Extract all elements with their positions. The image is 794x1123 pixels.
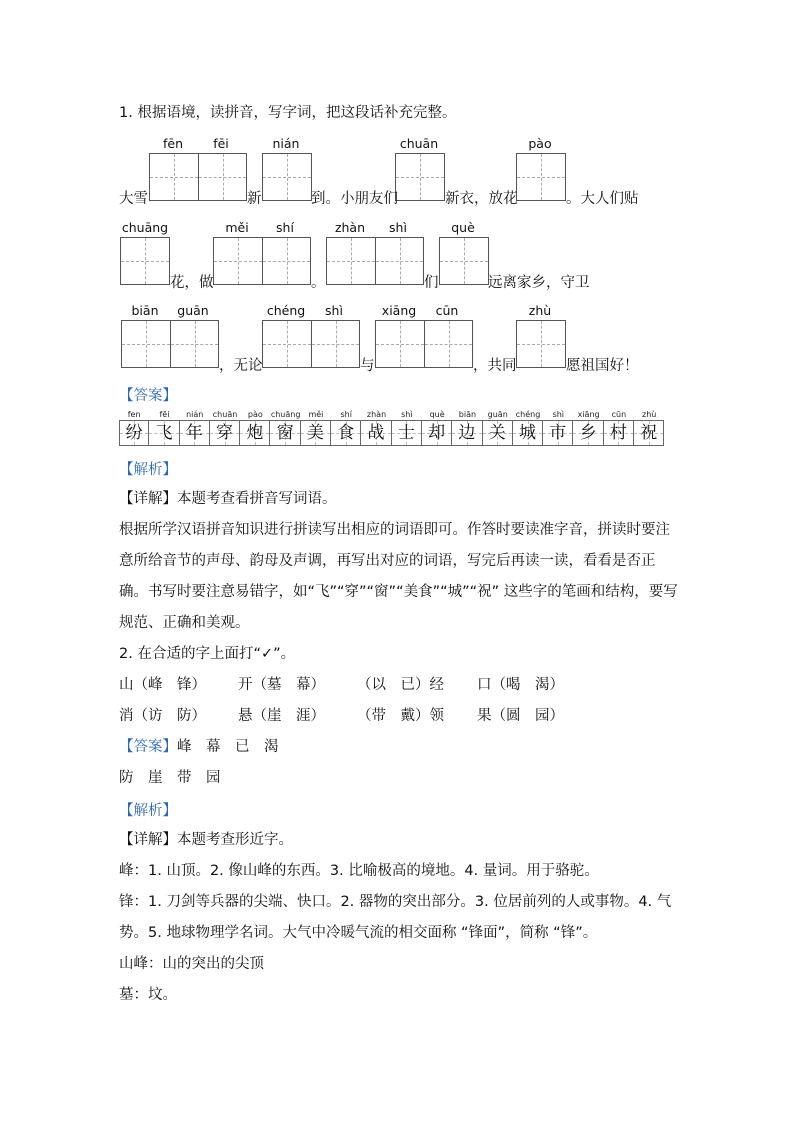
answer-char: 却 <box>428 423 446 443</box>
detail-text: 【详解】本题考查看拼音写词语。 <box>119 491 337 507</box>
answer-char-cell <box>331 410 361 446</box>
answer-box[interactable] <box>262 320 360 368</box>
answer-pinyin: chuāng <box>270 410 301 419</box>
pinyin-label: shì <box>325 303 343 318</box>
answer-char: 城 <box>519 423 536 443</box>
answer-char-cell <box>483 410 513 446</box>
q2-answer-line <box>119 737 279 757</box>
word-choice-item[interactable]: （以 已）经 <box>357 677 444 693</box>
word-choice-item[interactable]: 悬（崖 涯） <box>238 708 325 724</box>
answer-char: 食 <box>337 423 355 443</box>
answer-char: 飞 <box>155 423 173 443</box>
answer-char: 炮 <box>246 423 264 443</box>
definition-text: 山峰：山的突出的尖顶 <box>119 956 264 972</box>
answer-char: 士 <box>397 423 415 443</box>
answer-char-box <box>604 420 634 446</box>
pinyin-label: fēi <box>213 136 229 151</box>
pinyin-label: shí <box>276 220 294 235</box>
answer-char-box <box>422 420 452 446</box>
analysis-label: 【解析】 <box>119 462 177 478</box>
answer-char-box <box>210 420 240 446</box>
answer-pinyin: chuān <box>212 410 238 419</box>
answer-pinyin: chéng <box>515 410 541 419</box>
answer-char-cell <box>361 410 391 446</box>
answer-pinyin: pào <box>247 410 263 419</box>
answer-box[interactable] <box>439 237 489 285</box>
pinyin-label: zhàn <box>334 220 366 235</box>
answer-label: 【答案】 <box>119 388 177 404</box>
sentence-text: 与 <box>360 358 375 374</box>
answer-pinyin: guān <box>487 410 508 419</box>
sentence-text: 远离家乡，守卫 <box>488 275 590 291</box>
pinyin-label: chéng <box>266 303 306 318</box>
q1-title: 1. 根据语境，读拼音，写字词，把这段话补充完整。 <box>119 105 457 121</box>
answer-char-box <box>513 420 543 446</box>
answer-text: 峰 幕 已 渴 <box>177 739 279 755</box>
answer-char-box <box>483 420 513 446</box>
answer-pinyin: shì <box>401 410 413 419</box>
word-choice-item[interactable]: 山（峰 锋） <box>119 677 206 693</box>
answer-char-box <box>331 420 361 446</box>
sentence-text: 。 <box>311 275 326 291</box>
pinyin-label: zhù <box>528 303 552 318</box>
answer-char-cell <box>422 410 452 446</box>
answer-char-box <box>543 420 573 446</box>
answer-label: 【答案】 <box>119 739 177 755</box>
sentence-text: 花，做 <box>170 275 214 291</box>
answer-pinyin: xiāng <box>577 410 600 419</box>
answer-char: 村 <box>609 423 627 443</box>
answer-pinyin: zhù <box>642 410 657 419</box>
answer-char-box <box>240 420 270 446</box>
pinyin-label: fēn <box>162 136 183 151</box>
word-choice-item[interactable]: 消（访 防） <box>119 708 206 724</box>
sentence-text: 们 <box>424 275 439 291</box>
pinyin-label: biān <box>131 303 159 318</box>
pinyin-label: chuān <box>399 136 439 151</box>
answer-pinyin: shì <box>552 410 565 419</box>
answer-char-box <box>270 420 300 446</box>
answer-pinyin: cūn <box>611 410 627 419</box>
answer-pinyin: zhàn <box>366 410 387 419</box>
definition-text: 峰：1. 山顶。2. 像山峰的东西。3. 比喻极高的境地。4. 量词。用于骆驼。 <box>119 863 599 879</box>
pinyin-label: què <box>451 220 475 235</box>
answer-pinyin: biān <box>458 410 477 419</box>
pinyin-label: guān <box>177 303 209 318</box>
answer-box[interactable] <box>213 237 311 285</box>
answer-pinyin: fen <box>127 410 141 419</box>
answer-pinyin: měi <box>308 410 324 419</box>
answer-box[interactable] <box>516 153 566 201</box>
definition-text: 墓：坟。 <box>119 987 177 1003</box>
answer-char-cell <box>604 410 634 446</box>
answer-char-cell <box>301 410 331 446</box>
sentence-text: 大雪 <box>119 191 148 207</box>
answer-char-cell <box>513 410 543 446</box>
answer-box[interactable] <box>395 153 445 201</box>
pinyin-label: nián <box>272 136 300 151</box>
answer-char-box <box>392 420 422 446</box>
answer-char: 纷 <box>125 423 143 443</box>
answer-box[interactable] <box>516 320 566 368</box>
sentence-text: ，共同 <box>473 358 517 374</box>
answer-box[interactable] <box>262 153 312 201</box>
answer-box[interactable] <box>121 320 219 368</box>
answer-char-box <box>180 420 210 446</box>
answer-char-cell <box>240 410 270 446</box>
answer-char-cell <box>119 410 149 446</box>
q2-title: 2. 在合适的字上面打“✓”。 <box>119 646 296 662</box>
answer-box[interactable] <box>326 237 424 285</box>
word-choice-item[interactable]: （带 戴）领 <box>357 708 444 724</box>
answer-char-box <box>361 420 391 446</box>
answer-char: 边 <box>458 423 476 443</box>
answer-char-box <box>452 420 482 446</box>
answer-pinyin: què <box>429 410 445 419</box>
answer-char-box <box>149 420 179 446</box>
answer-char: 年 <box>185 423 203 443</box>
word-choice-item[interactable]: 果（圆 园） <box>477 708 564 724</box>
answer-char-cell <box>180 410 210 446</box>
sentence-text: 愿祖国好！ <box>566 358 639 374</box>
answer-char: 战 <box>367 423 385 443</box>
answer-char-cell <box>543 410 573 446</box>
analysis-label: 【解析】 <box>119 803 177 819</box>
pinyin-label: cūn <box>435 303 459 318</box>
pinyin-label: chuāng <box>121 220 169 235</box>
answer-char-cell <box>210 410 240 446</box>
pinyin-label: pào <box>528 136 552 151</box>
answer-char-box <box>573 420 603 446</box>
word-choice-item[interactable]: 口（喝 渴） <box>477 677 564 693</box>
answer-char: 祝 <box>640 423 658 443</box>
answer-pinyin: nián <box>186 410 204 419</box>
sentence-text: ，无论 <box>219 358 263 374</box>
answer-char-cell <box>634 410 664 446</box>
sentence-text: 新 <box>247 191 262 207</box>
answer-char-cell <box>270 410 300 446</box>
definition-text: 锋：1. 刀剑等兵器的尖端、快口。2. 器物的突出部分。3. 位居前列的人或事物。4. 气势。5. 地球物理学名词。大气中冷暖气流的相交面称 “锋面”，简称 “锋”。 <box>119 894 672 941</box>
answer-char-cell <box>149 410 179 446</box>
pinyin-label: xiāng <box>381 303 417 318</box>
answer-pinyin: shí <box>340 410 352 419</box>
answer-char-box <box>119 420 149 446</box>
answer-char: 窗 <box>276 423 294 443</box>
explanation-paragraph: 根据所学汉语拼音知识进行拼读写出相应的词语即可。作答时要读准字音，拼读时要注意所给音节的声母、韵母及声调，再写出对应的词语，写完后再读一读，看看是否正确。书写时要注意易错字，如“飞”“穿”“窗”“美食”“城”“祝” 这些字的笔画和结构，要写规范、正确和美观。 <box>119 522 678 631</box>
answer-box[interactable] <box>375 320 473 368</box>
answer-char-box <box>301 420 331 446</box>
answer-char: 乡 <box>579 423 597 443</box>
pinyin-label: měi <box>225 220 249 235</box>
answer-char-cell <box>573 410 603 446</box>
answer-char: 美 <box>306 423 324 443</box>
answer-box[interactable] <box>149 153 247 201</box>
answer-char: 市 <box>549 423 567 443</box>
sentence-text: 到。小朋友们 <box>311 191 398 207</box>
answer-char: 关 <box>488 423 506 443</box>
answer-char-box <box>634 420 664 446</box>
answer-box[interactable] <box>120 237 170 285</box>
answer-char-cell <box>452 410 482 446</box>
answer-char-cell <box>392 410 422 446</box>
sentence-text: 。大人们贴 <box>566 191 639 207</box>
detail-text: 【详解】本题考查形近字。 <box>119 832 293 848</box>
answer-char: 穿 <box>216 423 234 443</box>
pinyin-label: shì <box>389 220 407 235</box>
answer-text: 防 崖 带 园 <box>119 770 221 786</box>
sentence-text: 新衣，放花 <box>445 191 518 207</box>
answer-pinyin-grid <box>119 410 664 446</box>
word-choice-item[interactable]: 开（墓 幕） <box>238 677 325 693</box>
answer-pinyin: fēi <box>159 410 170 419</box>
